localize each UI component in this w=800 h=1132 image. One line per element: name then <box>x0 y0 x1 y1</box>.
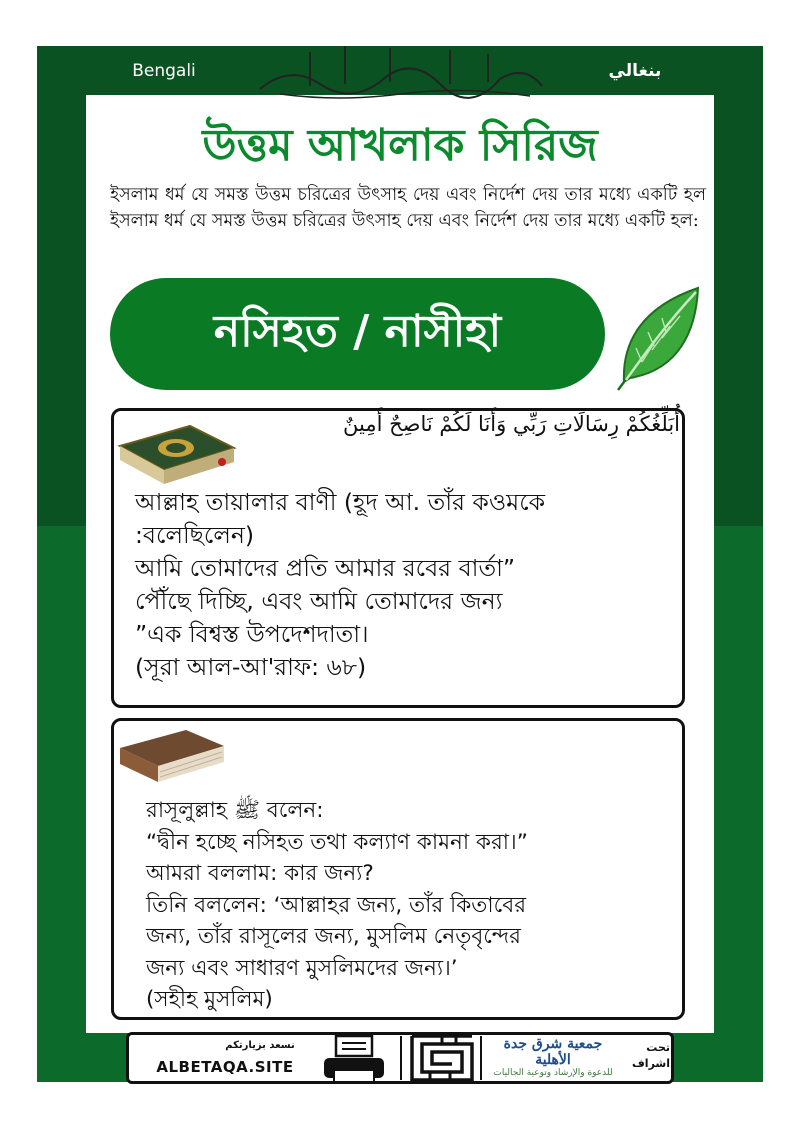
hadith-line: রাসূলুল্লাহ ﷺ বলেন: <box>146 798 324 823</box>
quran-line: আমি তোমাদের প্রতি আমার রবের বার্তা” <box>135 554 516 582</box>
supervision-label-1: تحت <box>646 1041 670 1054</box>
intro-text: ইসলাম ধর্ম যে সমস্ত উত্তম চরিত্রের উৎসাহ দেয় এবং নির্দেশ দেয় তার মধ্যে একটি হল ইসলাম ধর্ম যে সমস্ত উত্তম চরিত্রের উৎসাহ দেয় এবং নির্দেশ দেয় তার মধ্যে একটি হল: <box>110 185 706 231</box>
supervision-label <box>622 1040 670 1072</box>
language-tag-left: Bengali <box>132 61 196 81</box>
quran-line: আল্লাহ তায়ালার বাণী (হূদ আ. তাঁর কওমকে <box>135 488 546 516</box>
hadith-line: তিনি বললেন: ‘আল্লাহর জন্য, তাঁর কিতাবের <box>146 892 527 918</box>
footer-slogan: نسعد بزيارتكم <box>225 1040 295 1051</box>
hadith-card-body <box>146 795 676 1016</box>
association-logo <box>488 1036 618 1078</box>
kufic-logo <box>410 1034 474 1082</box>
topic-title: নসিহত / নাসীহা <box>213 305 502 357</box>
quran-line: পৌঁছে দিচ্ছি, এবং আমি তোমাদের জন্য <box>135 587 503 615</box>
book-icon <box>116 724 228 786</box>
hadith-line: জন্য এবং সাধারণ মুসলিমদের জন্য।’ <box>146 955 458 981</box>
hadith-line: জন্য, তাঁর রাসূলের জন্য, মুসলিম নেতৃবৃন্দের <box>146 924 522 949</box>
hadith-line: “দ্বীন হচ্ছে নসিহত তথা কল্যাণ কামনা করা।” <box>146 829 528 855</box>
quran-line: ”এক বিশ্বস্ত উপদেশদাতা। <box>135 620 369 648</box>
footer-divider <box>480 1036 482 1080</box>
supervision-label-2: اشراف <box>632 1057 670 1070</box>
association-name: جمعية شرق جدة الأهلية <box>503 1036 603 1068</box>
quran-ayah: أُبَلِّغُكُمْ رِسَالَاتِ رَبِّي وَأَنَا لَكُمْ نَاصِحٌ أَمِينٌ <box>343 412 680 436</box>
language-tag-right: بنغالي <box>608 61 662 81</box>
quran-card-body <box>135 486 683 684</box>
quran-line: :বলেছিলেন) <box>135 521 255 549</box>
footer-site-link[interactable]: ALBETAQA.SITE <box>156 1058 294 1076</box>
topic-banner <box>110 278 605 390</box>
series-title: উত্তম আখলাক সিরিজ <box>202 120 598 171</box>
leaf-icon <box>612 282 702 392</box>
association-subtitle: للدعوة والإرشاد وتوعية الجاليات <box>493 1068 613 1078</box>
hadith-line: আমরা বললাম: কার জন্য? <box>146 861 374 886</box>
footer-divider <box>400 1036 402 1080</box>
printer-icon[interactable] <box>322 1034 386 1084</box>
hadith-line: (সহীহ মুসলিম) <box>146 987 273 1012</box>
quran-line: (সূরা আল-আ'রাফ: ৬৮) <box>135 653 367 681</box>
